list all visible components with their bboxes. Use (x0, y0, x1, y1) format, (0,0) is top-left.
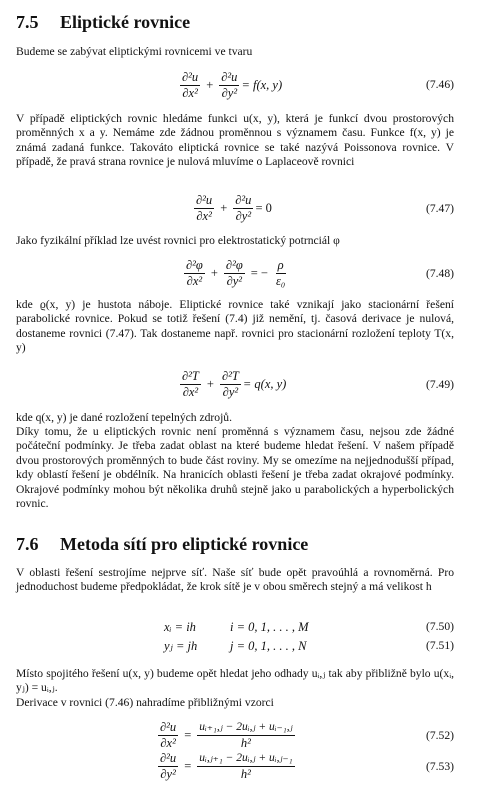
paragraph-text: Budeme se zabývat eliptickými rovnicemi ve tvaru (16, 45, 253, 58)
paragraph-text: kde ϱ(x, y) je hustota náboje. Eliptické rovnice také vznikají jako stacionární řešení parabolické rovnice. Pokud se totiž řešení (7.4) již nemění, tj. časová derivace je nulová, dostaneme rovnici (7.47). Tak dostaneme např. rovnici pro stacionární rozložení teploty T(x, y) (16, 298, 454, 355)
eq-plus: + (206, 77, 214, 92)
eq-num: ∂²T (221, 368, 239, 383)
equation-label: (7.50) (425, 620, 454, 633)
equation-7-51 (164, 635, 307, 657)
paragraph-text: Díky tomu, že u eliptických rovnic není proměnná s významem času, nejsou zde žádné počáteční podmínky. Je třeba zadat oblast na které budeme hledat řešení. V našem případě dvou prostorových proměnných to bude část roviny. My se omezíme na nejjednodušší případ, kdy oblastí řešení je obdélník. Na hranicích oblasti řešení je třeba zadat okrajové podmínky. Okrajové podmínky mohou být několika druhů stejně jako u parabolických a hyperbolických rovnic. (16, 425, 454, 511)
paragraph-4 (16, 298, 454, 356)
eq-den: ∂y² (235, 208, 252, 223)
paragraph-6 (16, 425, 454, 511)
paragraph-text: V případě eliptických rovnic hledáme funkci u(x, y), která je funkcí dvou prostorových proměnných x a y. Nemáme zde žádnou proměnnou s významem času. Funkce f(x, y) je známá zadaná funkce. Takováto eliptická rovnice se také nazývá Poissonova rovnice. V případě, že pravá strana rovnice je nulová mluvíme o Laplaceově rovnici (16, 112, 454, 169)
eq-num: ∂²φ (186, 257, 203, 272)
section-heading-7-6 (16, 534, 308, 555)
section-heading-7-5 (16, 12, 190, 33)
eq-rhs: = 0 (255, 200, 272, 215)
eq-lhs: xᵢ = ih (164, 619, 196, 634)
eq-num: ∂²u (196, 192, 213, 207)
section-number: 7.5 (16, 12, 39, 32)
eq-den: ε₀ (275, 273, 286, 288)
eq-rhs: = q(x, y) (242, 376, 287, 391)
eq-equals: = (184, 758, 192, 773)
eq-den: ∂y² (221, 85, 238, 100)
paragraph-7-6-1 (16, 566, 454, 595)
equation-label: (7.53) (425, 760, 454, 773)
eq-num: ∂²φ (225, 257, 243, 272)
equation-label: (7.46) (425, 78, 454, 91)
eq-den: h² (240, 766, 251, 781)
eq-den: ∂x² (160, 735, 176, 750)
eq-plus: + (220, 200, 228, 215)
eq-rhs: = f(x, y) (241, 77, 283, 92)
eq-lhs: yⱼ = jh (164, 639, 198, 653)
eq-num: ρ (277, 257, 284, 272)
section-title: Metoda sítí pro eliptické rovnice (60, 534, 309, 554)
paragraph-7-6-2 (16, 667, 454, 696)
eq-num: ∂²u (160, 750, 177, 765)
paragraph-text: kde q(x, y) je dané rozložení tepelných zdrojů. (16, 411, 233, 424)
equation-7-46 (178, 70, 282, 100)
paragraph-text: Místo spojitého řešení u(x, y) budeme opět hledat jeho odhady uᵢ,ⱼ tak aby přibližně bylo u(xᵢ, yⱼ) = uᵢ,ⱼ. (16, 667, 454, 695)
eq-den: ∂x² (182, 85, 198, 100)
equation-7-53 (156, 751, 297, 781)
eq-den: ∂x² (182, 384, 199, 399)
paragraph-text: V oblasti řešení sestrojíme nejprve síť. Naše síť bude opět pravoúhlá a rovnoměrná. Pro jednoduchost budeme předpokládat, že krok sítě je v obou směrech stejný a má velikost h (16, 566, 454, 594)
eq-plus: + (210, 265, 218, 280)
equation-7-49 (178, 369, 286, 399)
paragraph-text: Jako fyzikální příklad lze uvést rovnici pro elektrostatický potrnciál φ (16, 234, 340, 247)
equation-7-48 (182, 258, 289, 288)
eq-den: ∂y² (226, 273, 243, 288)
equation-label: (7.47) (425, 202, 454, 215)
eq-equals: = (184, 727, 192, 742)
eq-den: ∂y² (160, 766, 176, 781)
paragraph-2 (16, 112, 454, 170)
paragraph-7-6-3 (16, 696, 454, 710)
eq-plus: + (206, 376, 214, 391)
eq-rhs: j = 0, 1, . . . , N (230, 638, 307, 653)
equation-label: (7.51) (425, 639, 454, 652)
eq-num: ∂²u (221, 69, 238, 84)
eq-num: ∂²u (182, 69, 199, 84)
eq-den: ∂y² (222, 384, 239, 399)
paragraph-3 (16, 234, 454, 248)
paragraph-5 (16, 411, 454, 425)
equation-label: (7.52) (425, 729, 454, 742)
eq-equals: = − (250, 265, 268, 280)
equation-7-52 (156, 720, 297, 750)
section-title: Eliptické rovnice (60, 12, 191, 32)
eq-num: ∂²u (235, 192, 252, 207)
equation-label: (7.48) (425, 267, 454, 280)
eq-den: ∂x² (186, 273, 203, 288)
eq-num: uᵢ₊₁,ⱼ − 2uᵢ,ⱼ + uᵢ₋₁,ⱼ (197, 721, 294, 736)
equation-7-47 (192, 193, 272, 223)
paragraph-text: Derivace v rovnici (7.46) nahradíme přibližnými vzorci (16, 696, 274, 709)
eq-num: uᵢ,ⱼ₊₁ − 2uᵢ,ⱼ + uᵢ,ⱼ₋₁ (197, 752, 294, 767)
paragraph-intro (16, 45, 454, 59)
eq-den: ∂x² (196, 208, 212, 223)
equation-label: (7.49) (425, 378, 454, 391)
eq-rhs: i = 0, 1, . . . , M (230, 619, 309, 634)
section-number: 7.6 (16, 534, 39, 554)
eq-den: h² (240, 735, 251, 750)
eq-num: ∂²u (160, 719, 177, 734)
eq-num: ∂²T (182, 368, 199, 383)
